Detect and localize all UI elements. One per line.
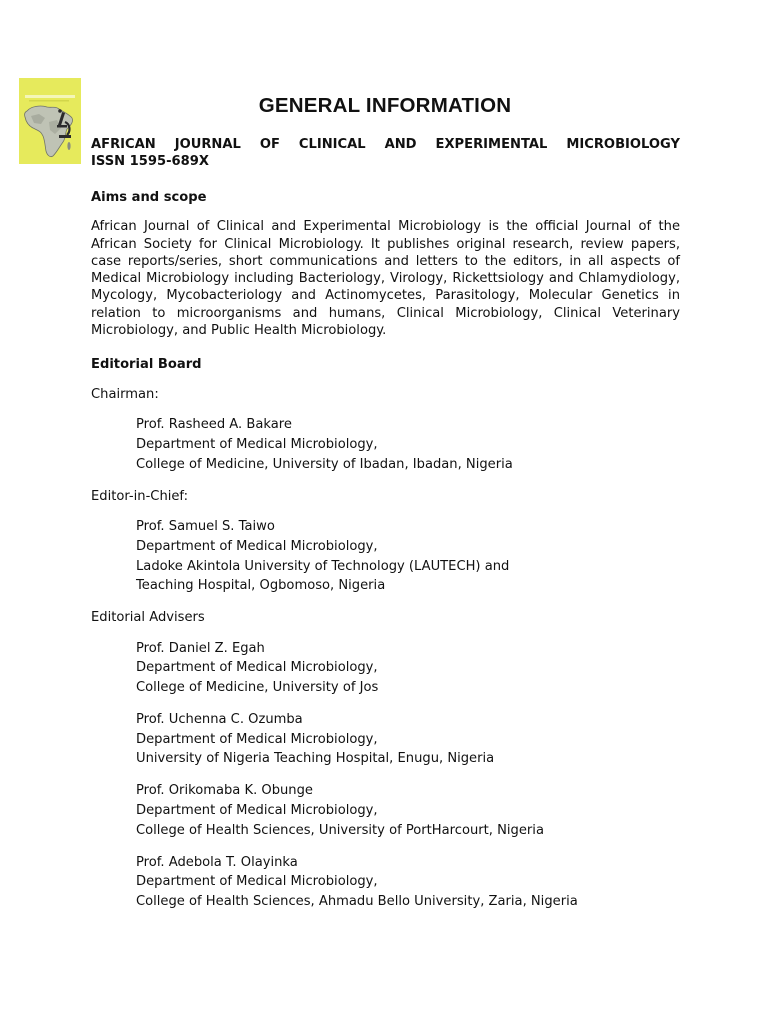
person-affiliation: College of Medicine, University of Ibadan, Ibadan, Nigeria: [136, 456, 513, 472]
editorial-advisers-label: Editorial Advisers: [91, 610, 205, 626]
adviser-entry: [136, 639, 680, 698]
africa-map-microscope-icon: [19, 78, 81, 164]
editor-in-chief-entry: [136, 517, 680, 596]
person-affiliation: College of Medicine, University of Jos: [136, 680, 379, 696]
person-name: Prof. Daniel Z. Egah: [136, 640, 265, 656]
journal-issn: ISSN 1595-689X: [91, 154, 209, 170]
person-affiliation: College of Health Sciences, Ahmadu Bello University, Zaria, Nigeria: [136, 894, 578, 910]
document-body: [91, 136, 680, 924]
journal-name: AFRICAN JOURNAL OF CLINICAL AND EXPERIMENTAL MICROBIOLOGY: [91, 137, 680, 152]
person-name: Prof. Adebola T. Olayinka: [136, 854, 298, 870]
person-affiliation: Teaching Hospital, Ogbomoso, Nigeria: [136, 578, 386, 594]
chairman-entry: [136, 415, 680, 474]
aims-paragraph: African Journal of Clinical and Experimental Microbiology is the official Journal of the African Society for Clinical Microbiology. It publishes original research, review papers, case reports/series, short communications and letters to the editors, in all aspects of Medical Microbiology including Bacteriology, Virology, Rickettsiology and Chlamydiology, Mycology, Mycobacteriology and Actinomycetes, Parasitology, Molecular Genetics in relation to microorganisms and humans, Clinical Microbiology, Clinical Veterinary Microbiology, and Public Health Microbiology.: [91, 219, 680, 338]
person-affiliation: Department of Medical Microbiology,: [136, 731, 378, 747]
chairman-label: Chairman:: [91, 386, 159, 402]
person-affiliation: University of Nigeria Teaching Hospital, Enugu, Nigeria: [136, 751, 495, 767]
page-title: GENERAL INFORMATION: [258, 94, 512, 117]
editor-in-chief-label: Editor-in-Chief:: [91, 488, 188, 504]
person-name: Prof. Orikomaba K. Obunge: [136, 783, 313, 799]
aims-heading: Aims and scope: [91, 189, 207, 205]
person-affiliation: Department of Medical Microbiology,: [136, 803, 378, 819]
adviser-entry: [136, 710, 680, 769]
person-affiliation: Department of Medical Microbiology,: [136, 436, 378, 452]
person-affiliation: Department of Medical Microbiology,: [136, 660, 378, 676]
adviser-entry: [136, 781, 680, 840]
person-name: Prof. Samuel S. Taiwo: [136, 518, 275, 534]
person-name: Prof. Rasheed A. Bakare: [136, 417, 292, 433]
person-affiliation: Department of Medical Microbiology,: [136, 874, 378, 890]
person-name: Prof. Uchenna C. Ozumba: [136, 711, 303, 727]
person-affiliation: Department of Medical Microbiology,: [136, 538, 378, 554]
adviser-entry: [136, 853, 680, 912]
person-affiliation: Ladoke Akintola University of Technology (LAUTECH) and: [136, 558, 510, 574]
person-affiliation: College of Health Sciences, University of PortHarcourt, Nigeria: [136, 822, 544, 838]
journal-logo: [19, 78, 81, 164]
editorial-board-heading: Editorial Board: [91, 357, 202, 373]
